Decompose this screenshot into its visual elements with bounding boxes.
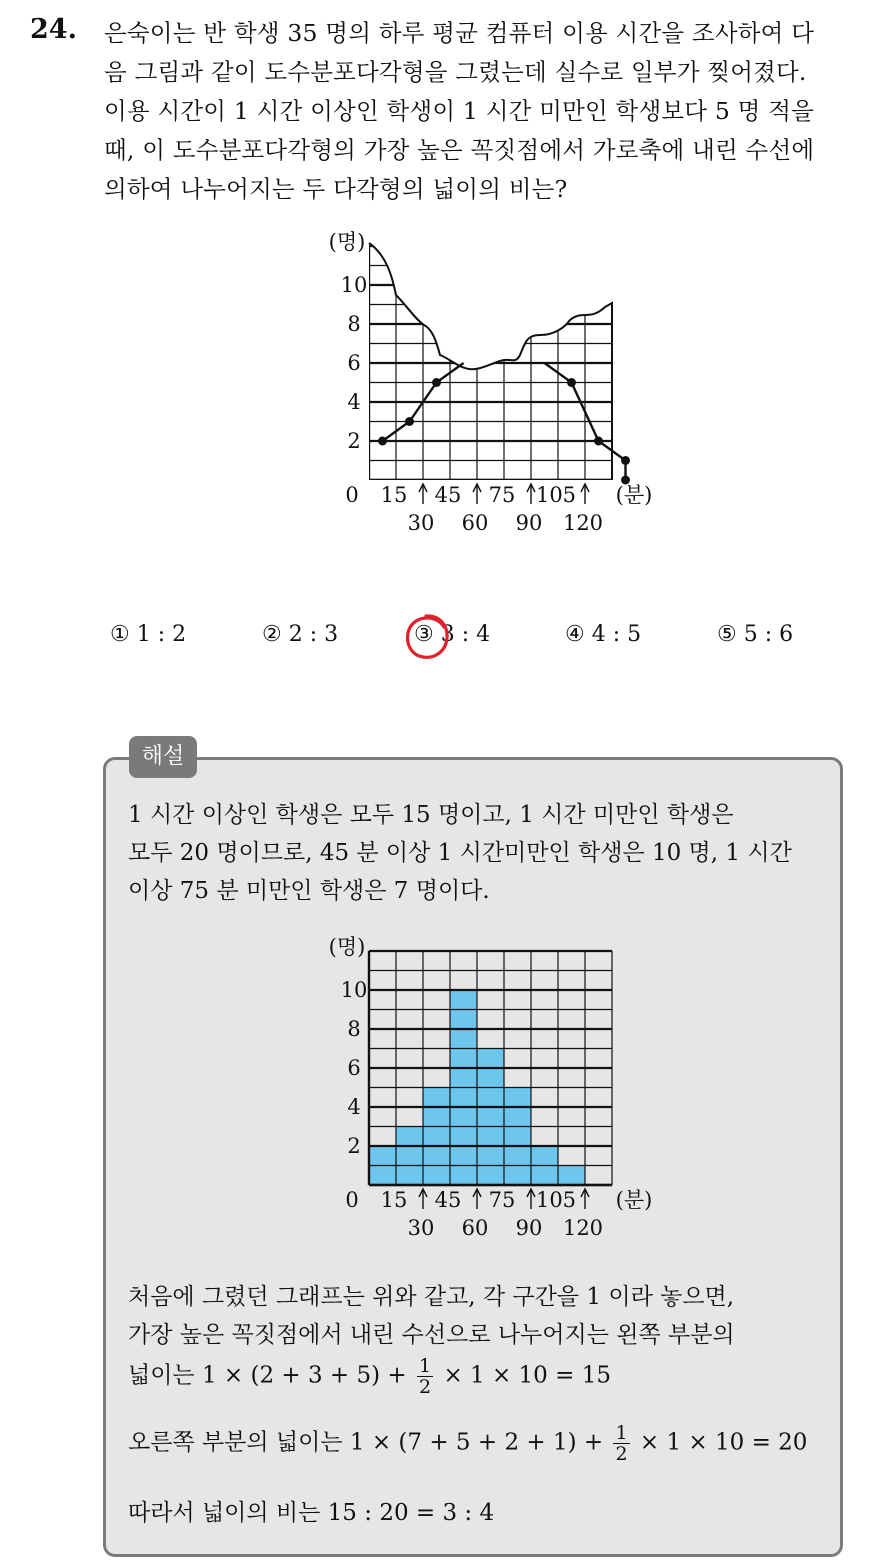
histogram-bar xyxy=(504,1088,531,1186)
question-line-3: 이용 시간이 1 시간 이상인 학생이 1 시간 미만인 학생보다 5 명 적을 xyxy=(104,97,815,125)
solution-line-4: 처음에 그렸던 그래프는 위와 같고, 각 구간을 1 이라 놓으면, xyxy=(128,1284,735,1310)
choice-2[interactable]: ② 2 : 3 xyxy=(262,622,339,647)
y-tick-label: 8 xyxy=(347,1017,361,1041)
data-point xyxy=(378,437,387,446)
solution-line-1: 1 시간 이상인 학생은 모두 15 명이고, 1 시간 미만인 학생은 xyxy=(128,802,734,828)
fraction-half: $\frac{1}{2}$ xyxy=(615,1422,628,1465)
x-tick-label-bottom: 120 xyxy=(562,1216,604,1240)
question-line-5: 의하여 나누어지는 두 다각형의 넓이의 비는? xyxy=(104,175,568,203)
x-tick-label-bottom: 90 xyxy=(515,1216,543,1240)
eq2-post: × 1 × 10 = 20 xyxy=(639,1429,808,1456)
x-tick-label-bottom: 60 xyxy=(461,1216,489,1240)
solution-conclusion: 따라서 넓이의 비는 15 : 20 = 3 : 4 xyxy=(128,1500,495,1526)
solution-equation-right xyxy=(128,1423,807,1464)
y-tick-label: 4 xyxy=(347,1095,361,1119)
choice-4[interactable]: ④ 4 : 5 xyxy=(565,622,642,647)
data-point xyxy=(567,378,576,387)
x-tick-label-top: 105 xyxy=(535,1188,577,1212)
y-tick-label: 2 xyxy=(347,429,361,453)
x-axis-label: (분) xyxy=(615,1188,653,1212)
x-tick-label-bottom: 30 xyxy=(407,1216,435,1240)
y-tick-label: 10 xyxy=(340,978,368,1002)
y-tick-label: 8 xyxy=(347,312,361,336)
x-tick-label-top: 45 xyxy=(434,483,462,507)
x-tick-label-bottom: 120 xyxy=(562,511,604,535)
data-point xyxy=(621,456,630,465)
y-tick-label: 6 xyxy=(347,1056,361,1080)
x-axis-label: (분) xyxy=(615,483,653,507)
question-line-4: 때, 이 도수분포다각형의 가장 높은 꼭짓점에서 가로축에 내린 수선에 xyxy=(104,136,815,164)
histogram-chart xyxy=(300,930,660,1250)
histogram-bar xyxy=(423,1088,450,1186)
x-tick-label-top: 15 xyxy=(380,483,408,507)
histogram-bar xyxy=(558,1166,585,1186)
origin-label: 0 xyxy=(345,483,359,507)
x-tick-label-top: 105 xyxy=(535,483,577,507)
x-tick-label-bottom: 90 xyxy=(515,511,543,535)
data-point xyxy=(405,417,414,426)
x-tick-label-bottom: 30 xyxy=(407,511,435,535)
solution-line-3: 이상 75 분 미만인 학생은 7 명이다. xyxy=(128,878,490,904)
data-point xyxy=(594,437,603,446)
torn-edge-outline xyxy=(369,243,612,480)
solution-line-2: 모두 20 명이므로, 45 분 이상 1 시간미만인 학생은 10 명, 1 시간 xyxy=(128,840,792,866)
choice-3[interactable]: ③ 3 : 4 xyxy=(414,622,491,647)
data-point xyxy=(432,378,441,387)
y-tick-label: 4 xyxy=(347,390,361,414)
torn-frequency-polygon-chart xyxy=(300,225,660,545)
fraction-half: $\frac{1}{2}$ xyxy=(419,1355,432,1398)
eq1-pre: 넓이는 1 × (2 + 3 + 5) + xyxy=(128,1362,407,1389)
y-tick-label: 2 xyxy=(347,1134,361,1158)
y-tick-label: 10 xyxy=(340,273,368,297)
x-tick-label-top: 15 xyxy=(380,1188,408,1212)
origin-label: 0 xyxy=(345,1188,359,1212)
question-line-1: 은숙이는 반 학생 35 명의 하루 평균 컴퓨터 이용 시간을 조사하여 다 xyxy=(104,19,815,47)
y-axis-label: (명) xyxy=(328,230,366,254)
histogram-bar xyxy=(396,1127,423,1186)
answer-circle-mark xyxy=(402,612,452,662)
y-tick-label: 6 xyxy=(347,351,361,375)
x-tick-label-top: 75 xyxy=(488,1188,516,1212)
question-number: 24. xyxy=(30,14,77,45)
eq2-pre: 오른쪽 부분의 넓이는 1 × (7 + 5 + 2 + 1) + xyxy=(128,1429,604,1456)
y-axis-label: (명) xyxy=(328,935,366,959)
question-line-2: 음 그림과 같이 도수분포다각형을 그렸는데 실수로 일부가 찢어졌다. xyxy=(104,58,807,86)
solution-tag: 해설 xyxy=(129,736,197,778)
choice-5[interactable]: ⑤ 5 : 6 xyxy=(717,622,794,647)
choice-1[interactable]: ① 1 : 2 xyxy=(110,622,187,647)
x-tick-label-bottom: 60 xyxy=(461,511,489,535)
eq1-post: × 1 × 10 = 15 xyxy=(443,1362,611,1389)
x-tick-label-top: 75 xyxy=(488,483,516,507)
x-tick-label-top: 45 xyxy=(434,1188,462,1212)
solution-line-5: 가장 높은 꼭짓점에서 내린 수선으로 나누어지는 왼쪽 부분의 xyxy=(128,1322,735,1348)
solution-equation-left xyxy=(128,1356,611,1397)
